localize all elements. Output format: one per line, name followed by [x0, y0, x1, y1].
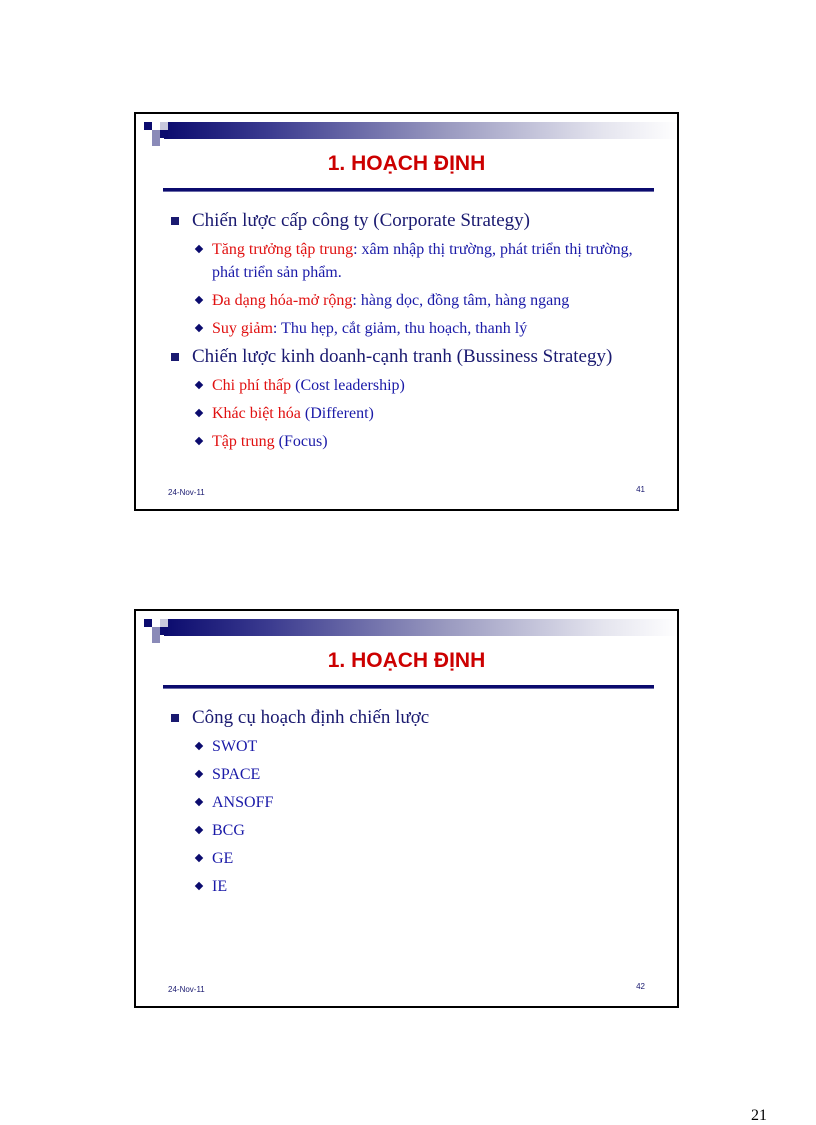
diamond-bullet-icon: [195, 854, 203, 862]
diamond-bullet-icon: [195, 296, 203, 304]
diamond-bullet-icon: [195, 826, 203, 834]
bullet-corporate-strategy: Chiến lược cấp công ty (Corporate Strategy): [136, 209, 677, 233]
slide-title: 1. HOẠCH ĐỊNH: [327, 649, 486, 672]
slide-number: 41: [636, 485, 645, 494]
diamond-bullet-icon: [195, 324, 203, 332]
diamond-bullet-icon: [195, 381, 203, 389]
slide-title: 1. HOẠCH ĐỊNH: [327, 152, 486, 175]
header-gradient-band: [164, 122, 679, 139]
square-bullet-icon: [171, 353, 179, 361]
decorative-squares-icon: [136, 611, 176, 651]
sub-bullet-retrenchment: Suy giảm: Thu hẹp, cắt giảm, thu hoạch, thanh lý: [136, 317, 677, 340]
slide-number: 42: [636, 982, 645, 991]
diamond-bullet-icon: [195, 770, 203, 778]
slide-date: 24-Nov-11: [168, 985, 205, 994]
sub-bullet-ansoff: ANSOFF: [136, 791, 677, 814]
sub-bullet-swot: SWOT: [136, 735, 677, 758]
slide-41: [134, 112, 679, 511]
slide-content: [136, 209, 677, 458]
sub-bullet-ie: IE: [136, 875, 677, 898]
sub-bullet-differentiation: Khác biệt hóa (Different): [136, 402, 677, 425]
diamond-bullet-icon: [195, 437, 203, 445]
sub-bullet-ge: GE: [136, 847, 677, 870]
diamond-bullet-icon: [195, 742, 203, 750]
slide-42: [134, 609, 679, 1008]
header-gradient-band: [164, 619, 679, 636]
title-divider: [163, 188, 654, 192]
slide-date: 24-Nov-11: [168, 488, 205, 497]
square-bullet-icon: [171, 714, 179, 722]
sub-bullet-focus: Tập trung (Focus): [136, 430, 677, 453]
diamond-bullet-icon: [195, 882, 203, 890]
square-bullet-icon: [171, 217, 179, 225]
slide-content: [136, 706, 677, 903]
page-number: 21: [751, 1107, 767, 1124]
decorative-squares-icon: [136, 114, 176, 154]
sub-bullet-space: SPACE: [136, 763, 677, 786]
bullet-planning-tools: Công cụ hoạch định chiến lược: [136, 706, 677, 730]
diamond-bullet-icon: [195, 245, 203, 253]
sub-bullet-diversification: Đa dạng hóa-mở rộng: hàng dọc, đồng tâm, hàng ngang: [136, 289, 677, 312]
bullet-business-strategy: Chiến lược kinh doanh-cạnh tranh (Bussiness Strategy): [136, 345, 677, 369]
sub-bullet-concentrated-growth: Tăng trưởng tập trung: xâm nhập thị trường, phát triển thị trường, phát triển sản phẩm.: [136, 238, 677, 284]
diamond-bullet-icon: [195, 409, 203, 417]
sub-bullet-cost-leadership: Chi phí thấp (Cost leadership): [136, 374, 677, 397]
sub-bullet-bcg: BCG: [136, 819, 677, 842]
title-divider: [163, 685, 654, 689]
diamond-bullet-icon: [195, 798, 203, 806]
